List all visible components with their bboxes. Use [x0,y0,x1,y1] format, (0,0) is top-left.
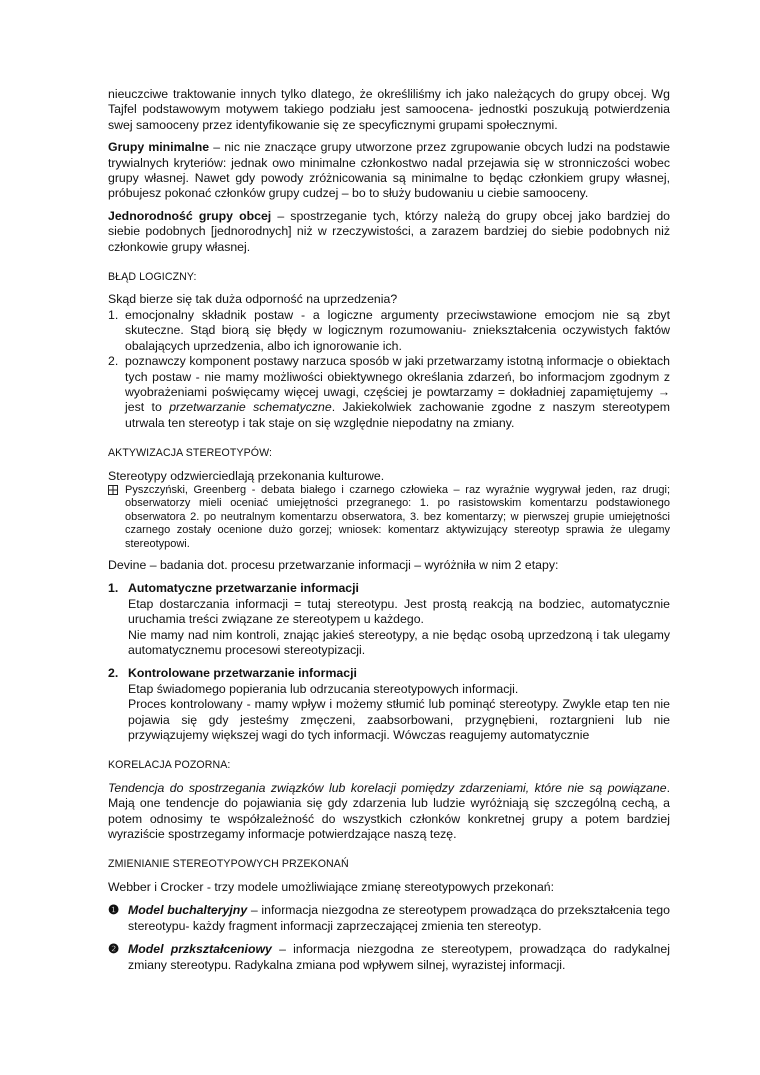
step-title: Kontrolowane przetwarzanie informacji [128,666,357,681]
devine-text: Devine – badania dot. procesu przetwarzanie informacji – wyróżniła w nim 2 etapy: [108,557,559,572]
step-line: Nie mamy nad nim kontroli, znając jakieś stereotypy, a nie będąc osobą uprzedzoną i tak ulegamy automatycznemu procesowi stereotypizacji. [128,627,670,657]
model-text [128,942,670,973]
step-body [128,666,670,743]
list-number: 2. [108,354,119,369]
step-number: 1. [108,581,119,596]
aktywizacja-lead: Stereotypy odzwierciedlają przekonania kulturowe. [108,468,385,483]
blad-list [108,308,670,431]
models-list [108,903,670,973]
definition-grupy-minimalne [108,140,670,202]
model-name: Model przkształceniowy [128,942,272,957]
definition-term: Jednorodność grupy obcej [108,208,272,223]
section-heading-blad: BŁĄD LOGICZNY: [108,271,197,284]
step-number: 2. [108,666,119,681]
aktywizacja-note [108,484,670,551]
list-text-italic: przetwarzanie schematyczne [169,400,332,415]
definition-text: – spostrzeganie tych, którzy należą do grupy obcej jako bardziej do siebie podobnych [jednorodnych] niż w rzeczywistości, a zarazem bardziej do siebie podobnych niż członkowie grupy własnej. [108,208,670,254]
korelacja-italic: Tendencja do spostrzegania związków lub korelacji pomiędzy zdarzeniami, które nie są powiązane [108,780,667,795]
model-name: Model buchalteryjny [128,903,248,918]
list-number: 1. [108,307,119,322]
model-text [128,903,670,934]
zmienianie-lead: Webber i Crocker - trzy modele umożliwiające zmianę stereotypowych przekonań: [108,879,555,894]
note-text: Pyszczyński, Greenberg - debata białego i czarnego człowieka – raz wyraźnie wygrywał jeden, raz drugi; obserwatorzy mieli oceniać umiejętności przegranego: 1. po rasistowskim komentarzu podstawionego obserwatora 2. po neutralnym komentarzu obserwatora, 3. bez komentarzy; w pierwszej grupie umiejętności czarnego zostały ocenione dużo gorzej; wniosek: komentarz aktywizujący stereotyp sprawia że ulegamy stereotypowi. [125,483,670,550]
step-line: Proces kontrolowany - mamy wpływ i możemy stłumić lub pominąć stereotypy. Zwykle etap ten nie pojawia się gdy jesteśmy zmęczeni, zaabsorbowani, przygnębieni, roztargnieni lub nie przywiązujemy większej wagi do tych informacji. Wówczas reagujemy automatycznie [128,697,670,743]
step-title: Automatyczne przetwarzanie informacji [128,581,359,596]
list-text-part: . Jakiekolwiek zachowanie zgodne z naszym stereotypem utrwala ten stereotyp i tak staje on się względnie niepodatny na zmiany. [125,400,670,430]
grid-icon [108,484,125,551]
model-number: ❶ [108,903,120,918]
step-line: Etap świadomego popierania lub odrzucania stereotypowych informacji. [128,681,519,696]
list-item [108,942,670,973]
model-number: ❷ [108,942,120,957]
section-heading-zmienianie: ZMIENIANIE STEREOTYPOWYCH PRZEKONAŃ [108,858,349,871]
list-item [108,903,670,934]
list-item [108,308,670,354]
step-body [128,581,670,658]
devine-steps [108,581,670,743]
list-text-part: poznawczy komponent postawy narzuca sposób w jaki przetwarzamy istotną informacje o obiektach tych postaw - nie mamy możliwości obiektywnego określania zdarzeń, bo informacjom zgodnym z wyobrażeniami poświęcamy więcej uwagi, częściej je powtarzamy = dokładniej zapamiętujemy → jest to [125,354,670,415]
blad-question: Skąd bierze się tak duża odporność na uprzedzenia? [108,292,398,307]
definition-text: – nic nie znaczące grupy utworzone przez zgrupowanie obcych ludzi na podstawie trywialnych kryteriów: jednak owo minimalne członkostwo nadal przejawia się w stronniczości wobec grupy własnej. Nawet gdy powody zróżnicowania są minimalne to będąc członkiem grupy własnej, próbujesz pokonać członków grupy cudzej – bo to służy budowaniu u ciebie samooceny. [108,140,671,201]
section-heading-korelacja: KORELACJA POZORNA: [108,759,231,772]
intro-paragraph: nieuczciwe traktowanie innych tylko dlatego, że określiliśmy ich jako należących do grupy obcej. Wg Tajfel podstawowym motywem takiego podziału jest samoocena- jednostki poszukują potwierdzenia swej samooceny przez identyfikowanie się ze specyficznymi grupami społecznymi. [108,87,670,132]
list-item [108,581,670,658]
model-desc: – informacja niezgodna ze stereotypem, prowadząca do radykalnej zmiany stereotypu. Radykalna zmiana pod wpływem silnej, wyrazistej informacji. [128,942,670,972]
list-item [108,666,670,743]
document-page [108,87,670,979]
step-line: Etap dostarczania informacji = tutaj stereotypu. Jest prostą reakcją na bodziec, automatycznie uruchamia treści związane ze stereotypem u każdego. [128,596,670,627]
model-desc: – informacja niezgodna ze stereotypem prowadząca do przekształcenia tego stereotypu- każdy fragment informacji zaprzeczającej zmienia ten stereotyp. [128,903,670,933]
definition-term: Grupy minimalne [108,140,210,155]
list-item [108,354,670,431]
definition-jednorodnosc [108,209,670,255]
list-text: emocjonalny składnik postaw - a logiczne argumenty przeciwstawione emocjom nie są zbyt skuteczne. Stąd biorą się błędy w logicznym rozumowaniu- zniekształcenia oczywistych faktów obalających uprzedzenia, albo ich ignorowanie ich. [125,307,670,353]
korelacja-paragraph [108,781,670,843]
list-text [125,354,670,431]
korelacja-rest: . Mają one tendencje do pojawiania się gdy zdarzenia lub ludzie wyróżniają się szczególną cechą, a potem odnosimy te współzależność do wszystkich członków konkretnej grupy a potem bardziej wyraziście spostrzegamy informacje potwierdzające naszą tezę. [108,780,670,842]
section-heading-aktywizacja: AKTYWIZACJA STEREOTYPÓW: [108,447,273,460]
